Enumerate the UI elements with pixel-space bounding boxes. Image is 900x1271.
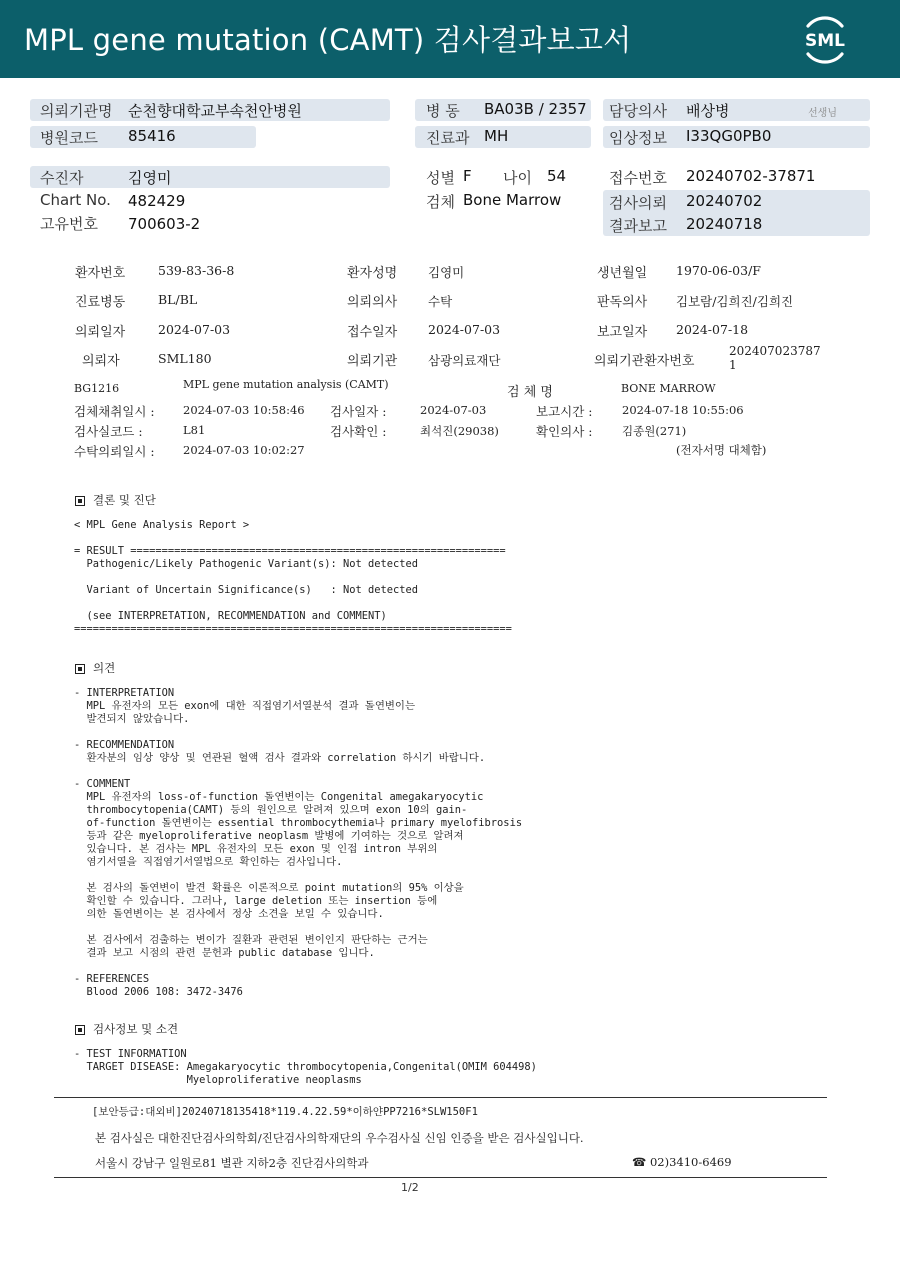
patient-label: 수진자: [40, 169, 84, 187]
confirm-label: 검사확인 :: [330, 424, 387, 439]
rh-value-r3c0: SML180: [158, 351, 212, 366]
test-code: BG1216: [74, 382, 120, 395]
phone-line: [632, 1155, 732, 1169]
request-value: 20240702: [686, 192, 763, 210]
report-value: 20240718: [686, 215, 763, 233]
esign-note: (전자서명 대체함): [676, 443, 767, 457]
conclusion-title: 결론 및 진단: [93, 493, 156, 507]
collected-label: 검체채취일시 :: [74, 404, 155, 419]
age-value: 54: [547, 167, 567, 185]
rh-label-r0c1: 환자성명: [347, 266, 398, 281]
logo-text: SML: [805, 31, 845, 51]
receipt-label: 접수번호: [609, 169, 667, 187]
conclusion-heading: [75, 492, 156, 508]
collected-value: 2024-07-03 10:58:46: [183, 403, 305, 417]
confirm-value: 최석진(29038): [420, 424, 499, 438]
ward-value: BA03B / 2357: [484, 100, 587, 118]
clinical-label: 임상정보: [609, 129, 667, 147]
rh-value-r1c2: 김보람/김희진/김희진: [676, 294, 794, 309]
rh-label-r1c1: 의뢰의사: [347, 295, 398, 310]
testinfo-title: 검사정보 및 소견: [93, 1022, 179, 1036]
institution-label: 의뢰기관명: [40, 102, 113, 120]
rh-value-r3c1: 삼광의료재단: [428, 353, 501, 368]
hospital-code-value: 85416: [128, 127, 176, 145]
doctor-label: 담당의사: [609, 102, 667, 120]
specimen-name-label: 검 체 명: [507, 385, 553, 400]
rh-label-r3c2: 의뢰기관환자번호: [594, 354, 695, 369]
footer-rule-bottom: [54, 1177, 827, 1178]
patient-value: 김영미: [128, 169, 172, 187]
rh-value-r3c2: 202407023787: [729, 344, 821, 358]
rh-label-r2c1: 접수일자: [347, 325, 398, 340]
doctor-suffix: 선생님: [808, 108, 837, 119]
phone-icon: ☎: [632, 1155, 647, 1169]
report-time-label: 보고시간 :: [536, 404, 593, 419]
rh-label-r0c0: 환자번호: [75, 266, 126, 281]
doctor-value: 배상병: [686, 102, 730, 120]
specimen-name-value: BONE MARROW: [621, 382, 716, 395]
rh-value-r0c2: 1970-06-03/F: [676, 263, 761, 278]
rh-value-r2c0: 2024-07-03: [158, 322, 231, 337]
footer-rule-top: [54, 1097, 827, 1098]
request-label: 검사의뢰: [609, 194, 667, 212]
rh-value-r1c0: BL/BL: [158, 292, 198, 307]
testinfo-heading: [75, 1021, 178, 1037]
report-title: MPL gene mutation (CAMT) 검사결과보고서: [24, 23, 632, 57]
rh-value-r0c1: 김영미: [428, 265, 465, 280]
page-number: 1/2: [401, 1181, 419, 1194]
chart-value: 482429: [128, 192, 186, 210]
lab-code-label: 검사실코드 :: [74, 424, 143, 439]
rh-label-r2c2: 보고일자: [597, 325, 648, 340]
rh-value-r0c0: 539-83-36-8: [158, 263, 235, 278]
testinfo-body: - TEST INFORMATION TARGET DISEASE: Amegakaryocytic thrombocytopenia,Congenital(OMIM 604498) Myeloproliferative neoplasms: [74, 1048, 537, 1086]
opinion-title: 의견: [93, 661, 116, 675]
test-date-value: 2024-07-03: [420, 403, 487, 417]
unique-value: 700603-2: [128, 215, 201, 233]
confirm-doctor-value: 김종원(271): [622, 424, 687, 438]
rh-value-r2c1: 2024-07-03: [428, 322, 501, 337]
report-time-value: 2024-07-18 10:55:06: [622, 403, 744, 417]
square-bullet-icon: [75, 496, 85, 506]
test-name: MPL gene mutation analysis (CAMT): [183, 378, 389, 391]
specimen-value: Bone Marrow: [463, 191, 562, 209]
square-bullet-icon: [75, 664, 85, 674]
conclusion-body: < MPL Gene Analysis Report > = RESULT ============================================================ Pathogenic/Likely Pathogenic Variant(s): Not detected Variant of Uncertain Significance(s) : Not detected (see INTERPRETATION, RECOMMENDATION and COMMENT) ======================================================================: [74, 519, 512, 635]
age-label: 나이: [503, 169, 532, 187]
dept-value: MH: [484, 127, 509, 145]
sex-value: F: [463, 167, 472, 185]
phone-value: 02)3410-6469: [649, 1155, 732, 1169]
clinical-value: I33QG0PB0: [686, 127, 772, 145]
rh-label-r1c0: 진료병동: [75, 295, 126, 310]
rh-value-r2c2: 2024-07-18: [676, 322, 749, 337]
receipt-value: 20240702-37871: [686, 167, 816, 185]
rh-label-r1c2: 판독의사: [597, 295, 648, 310]
rh-label-r2c0: 의뢰일자: [75, 325, 126, 340]
security-line: [보안등급:대외비]20240718135418*119.4.22.59*이하얀PP7216*SLW150F1: [92, 1106, 478, 1118]
sml-ring-logo: [798, 12, 852, 66]
hospital-code-label: 병원코드: [40, 129, 98, 147]
test-date-label: 검사일자 :: [330, 404, 387, 419]
rh-value-r1c1: 수탁: [428, 294, 453, 309]
square-bullet-icon: [75, 1025, 85, 1035]
header-bar: [0, 0, 900, 78]
opinion-heading: [75, 660, 115, 676]
rh-value2-r3c2: 1: [729, 358, 737, 372]
institution-value: 순천향대학교부속천안병원: [128, 102, 302, 120]
specimen-label: 검체: [426, 193, 455, 211]
rh-label-r0c2: 생년월일: [597, 266, 648, 281]
address-line: 서울시 강남구 일원로81 별관 지하2층 진단검사의학과: [95, 1156, 369, 1170]
confirm-doctor-label: 확인의사 :: [536, 424, 593, 439]
lab-code-value: L81: [183, 423, 206, 437]
rh-label-r3c1: 의뢰기관: [347, 354, 398, 369]
contract-value: 2024-07-03 10:02:27: [183, 443, 305, 457]
ward-label: 병 동: [426, 102, 460, 120]
opinion-body: - INTERPRETATION MPL 유전자의 모든 exon에 대한 직접염기서열분석 결과 돌연변이는 발견되지 않았습니다. - RECOMMENDATION 환자분의 임상 양상 및 연관된 혈액 검사 결과와 correlation 하시기 바랍니다. - COMMENT MPL 유전자의 loss-of-function 돌연변이는 Congenital amegakaryocytic thrombocytopenia(CAMT) 등의 원인으로 알려져 있으며 exon 10의 gain- of-function 돌연변이는 essential thrombocythemia나 primary myelofibrosis 등과 같은 myeloproliferative neoplasm 발병에 기여하는 것으로 알려져 있습니다. 본 검사는 MPL 유전자의 모든 exon 및 인접 intron 부위의 염기서열을 직접염기서열법으로 확인하는 검사입니다. 본 검사의 돌연변이 발견 확률은 이론적으로 point mutation의 95% 이상을 확인할 수 있습니다. 그러나, large deletion 또는 insertion 등에 의한 돌연변이는 본 검사에서 정상 소견을 보일 수 있습니다. 본 검사에서 검출하는 변이가 질환과 관련된 변이인지 판단하는 근거는 결과 보고 시점의 관련 문헌과 public database 입니다. - REFERENCES Blood 2006 108: 3472-3476: [74, 687, 523, 998]
unique-label: 고유번호: [40, 215, 98, 233]
sex-label: 성별: [426, 169, 455, 187]
report-label: 결과보고: [609, 217, 667, 235]
chart-label: Chart No.: [40, 191, 111, 209]
rh-label-r3c0: 의뢰자: [82, 354, 120, 369]
certification-line: 본 검사실은 대한진단검사의학회/진단검사의학재단의 우수검사실 신임 인증을 받은 검사실입니다.: [95, 1131, 584, 1145]
band-patient: [30, 166, 390, 188]
dept-label: 진료과: [426, 129, 470, 147]
contract-label: 수탁의뢰일시 :: [74, 444, 155, 459]
